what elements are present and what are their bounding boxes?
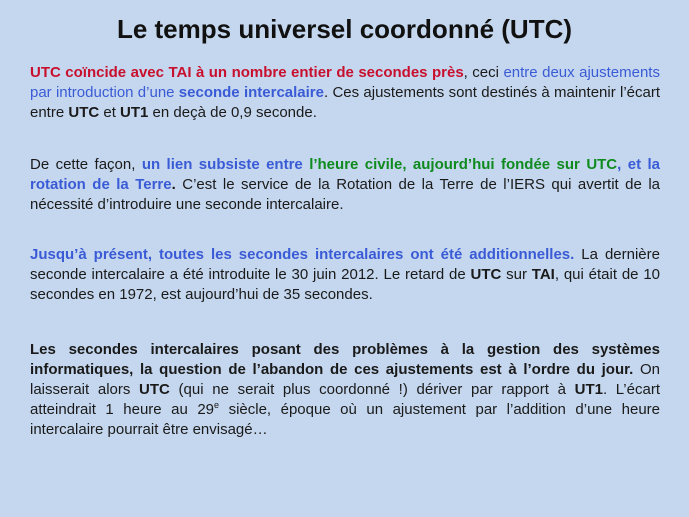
- text-span: De cette façon,: [30, 156, 142, 173]
- text-span: un lien subsiste entre: [141, 156, 310, 173]
- superscript: e: [214, 400, 220, 410]
- text-span: UTC: [68, 104, 100, 121]
- text-span: UTC: [139, 381, 170, 398]
- text-span: Jusqu’à présent, toutes les secondes intercalaires ont été additionnelles.: [30, 246, 575, 263]
- text-span: seconde intercalaire: [178, 84, 324, 101]
- text-span: et: [99, 104, 121, 121]
- slide-title: Le temps universel coordonné (UTC): [116, 14, 573, 44]
- text-span: sur: [501, 266, 532, 283]
- text-span: entre deux ajustements par introduction d’une: [30, 64, 660, 101]
- text-span: . L’écart atteindrait 1 heure au 29: [30, 381, 660, 418]
- text-span: (qui ne serait plus coordonné !) dériver par rapport à: [169, 381, 575, 398]
- text-span: Les secondes intercalaires posant des problèmes à la gestion des systèmes informatiques, la question de l’abandon de ces ajustements est à l’ordre du jour.: [30, 341, 660, 378]
- paragraph-abandon-question: [30, 340, 660, 440]
- text-span: l’heure civile, aujourd’hui fondée sur UTC: [309, 156, 618, 173]
- text-span: .: [171, 176, 176, 193]
- text-span: UTC coïncide avec TAI à un nombre entier de secondes près: [30, 64, 464, 81]
- text-span: , et la rotation de la Terre: [30, 156, 661, 193]
- text-span: siècle, époque où un ajustement par l’addition d’une heure intercalaire pourrait être envisagé…: [30, 401, 660, 438]
- text-span: en deçà de 0,9 seconde.: [148, 104, 317, 121]
- paragraph-utc-tai: [30, 63, 660, 123]
- paragraph-additional-seconds: [30, 245, 660, 305]
- text-span: , qui était de 10 secondes en 1972, est aujourd’hui de 35 secondes.: [30, 266, 661, 303]
- text-span: La dernière seconde intercalaire a été introduite le 30 juin 2012. Le retard de: [30, 246, 660, 283]
- text-span: UTC: [470, 266, 502, 283]
- text-span: UT1: [574, 381, 603, 398]
- text-span: C’est le service de la Rotation de la Terre de l’IERS qui avertit de la nécessité d’introduire une seconde intercalaire.: [30, 176, 660, 213]
- text-span: , ceci: [463, 64, 504, 81]
- paragraph-civil-time: [30, 155, 660, 215]
- text-span: On laisserait alors: [30, 361, 660, 398]
- text-span: . Ces ajustements sont destinés à maintenir l’écart entre: [30, 84, 661, 121]
- text-span: UT1: [120, 104, 149, 121]
- text-span: TAI: [531, 266, 555, 283]
